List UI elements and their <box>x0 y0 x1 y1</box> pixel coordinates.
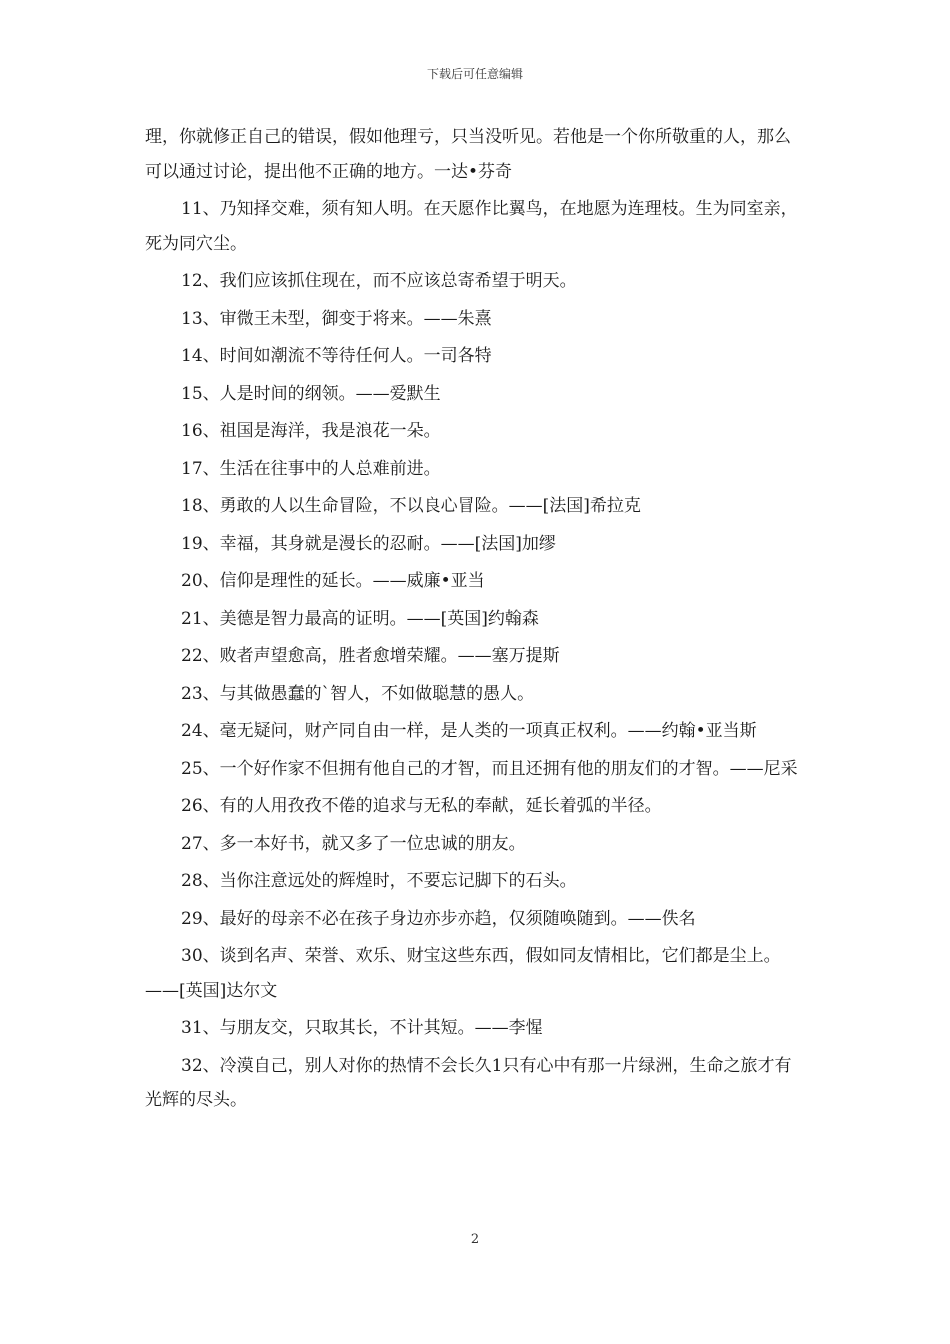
quote-27: 27、多一本好书，就又多了一位忠诚的朋友。 <box>181 833 526 854</box>
quote-18: 18、勇敢的人以生命冒险，不以良心冒险。——[法国]希拉克 <box>181 496 641 516</box>
quote-31: 31、与朋友交，只取其长，不计其短。——李惺 <box>181 1018 543 1038</box>
quote-28: 28、当你注意远处的辉煌时，不要忘记脚下的石头。 <box>181 871 577 891</box>
quote-13: 13、审微王未型，御变于将来。——朱熹 <box>181 308 492 329</box>
quote-32: 32、冷漠自己，别人对你的热情不会长久1只有心中有那一片绿洲，生命之旅才有光辉的尽头。 <box>145 1055 792 1110</box>
document-body <box>145 120 807 1121</box>
page-header: 下载后可任意编辑 <box>426 67 523 81</box>
page-number: 2 <box>470 1232 480 1247</box>
quote-11: 11、乃知择交难，须有知人明。在天愿作比翼鸟，在地愿为连理枝。生为同室亲，死为同穴尘。 <box>145 199 798 254</box>
quote-17: 17、生活在往事中的人总难前进。 <box>181 458 441 479</box>
quote-19: 19、幸福，其身就是漫长的忍耐。——[法国]加缪 <box>181 533 556 554</box>
paragraph-1: 理，你就修正自己的错误，假如他理亏，只当没听见。若他是一个你所敬重的人，那么可以通过讨论，提出他不正确的地方。一达•芬奇 <box>145 127 791 182</box>
quote-15: 15、人是时间的纲领。——爱默生 <box>181 383 441 404</box>
quote-24: 24、毫无疑问，财产同自由一样，是人类的一项真正权利。——约翰•亚当斯 <box>181 721 757 741</box>
quote-26: 26、有的人用孜孜不倦的追求与无私的奉献，延长着弧的半径。 <box>181 796 662 816</box>
quote-16: 16、祖国是海洋，我是浪花一朵。 <box>181 421 441 441</box>
quote-25: 25、一个好作家不但拥有他自己的才智，而且还拥有他的朋友们的才智。——尼采 <box>181 758 798 779</box>
quote-29: 29、最好的母亲不必在孩子身边亦步亦趋，仅须随唤随到。——佚名 <box>181 908 696 929</box>
quote-30: 30、谈到名声、荣誉、欢乐、财宝这些东西，假如同友情相比，它们都是尘上。——[英国]达尔文 <box>145 946 781 1001</box>
quote-22: 22、败者声望愈高，胜者愈增荣耀。——塞万提斯 <box>181 646 560 666</box>
quote-23: 23、与其做愚蠢的`智人，不如做聪慧的愚人。 <box>181 683 535 704</box>
quote-21: 21、美德是智力最高的证明。——[英国]约翰森 <box>181 608 539 629</box>
quote-20: 20、信仰是理性的延长。——威廉•亚当 <box>181 571 485 591</box>
quote-12: 12、我们应该抓住现在，而不应该总寄希望于明天。 <box>181 271 577 291</box>
quote-14: 14、时间如潮流不等待任何人。一司各特 <box>181 346 492 366</box>
